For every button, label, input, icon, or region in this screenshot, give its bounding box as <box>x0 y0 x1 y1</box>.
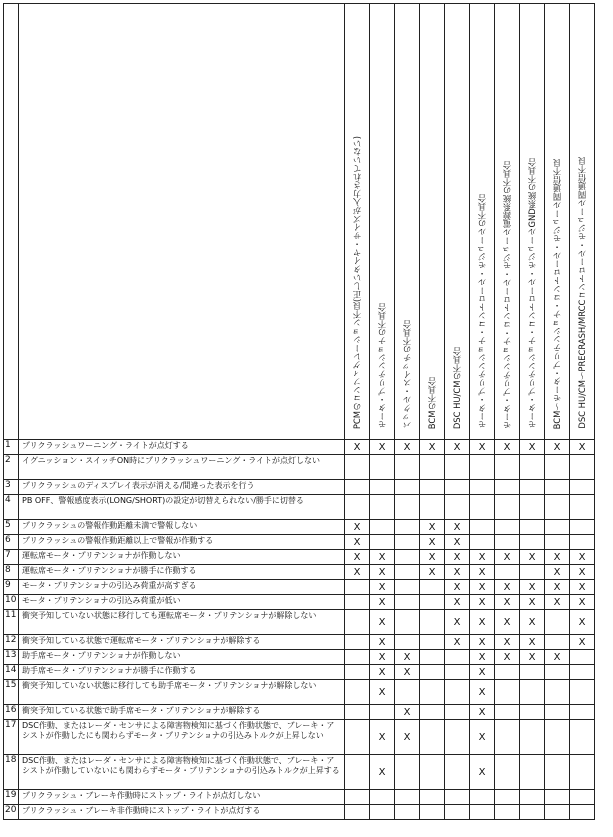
empty-cell <box>445 755 470 790</box>
symptom-description: 衝突予知している状態で運転席モータ・プリテンショナが解除する <box>19 635 345 650</box>
empty-cell <box>370 535 395 550</box>
symptom-description: モータ・プリテンショナの引込み荷重が高すぎる <box>19 580 345 595</box>
table-row <box>4 790 595 805</box>
row-number: 12 <box>4 635 19 650</box>
empty-cell <box>570 665 595 680</box>
cause-column-header <box>345 4 370 440</box>
empty-cell <box>345 595 370 610</box>
empty-cell <box>445 805 470 820</box>
empty-cell <box>345 480 370 495</box>
empty-cell <box>395 790 420 805</box>
symptom-description: 衝突予知していない状態に移行しても運転席モータ・プリテンショナが解除しない <box>19 610 345 635</box>
symptom-description: プリクラッシュ・ブレーキ作動時にストップ・ライトが点灯しない <box>19 790 345 805</box>
empty-cell <box>520 455 545 480</box>
row-number: 19 <box>4 790 19 805</box>
empty-cell <box>370 520 395 535</box>
empty-cell <box>395 565 420 580</box>
empty-cell <box>570 755 595 790</box>
row-number: 13 <box>4 650 19 665</box>
empty-cell <box>445 495 470 520</box>
symptom-description: プリクラッシュワーニング・ライトが点灯する <box>19 440 345 455</box>
header-row <box>4 4 595 440</box>
empty-cell <box>470 495 495 520</box>
symptom-description: イグニッション・スイッチON時にプリクラッシュワーニング・ライトが点灯しない <box>19 455 345 480</box>
empty-cell <box>570 480 595 495</box>
empty-cell <box>370 805 395 820</box>
cause-mark-x: X <box>495 610 520 635</box>
cause-mark-x: X <box>520 635 545 650</box>
table-row <box>4 650 595 665</box>
empty-cell <box>495 680 520 705</box>
row-number: 17 <box>4 720 19 755</box>
empty-cell <box>495 755 520 790</box>
empty-cell <box>570 720 595 755</box>
symptom-description: プリクラッシュ・ブレーキ非作動時にストップ・ライトが点灯する <box>19 805 345 820</box>
empty-cell <box>445 665 470 680</box>
cause-mark-x: X <box>495 650 520 665</box>
empty-cell <box>420 495 445 520</box>
cause-column-label: バックル・スイッチの不具合 <box>401 319 412 429</box>
cause-column-header <box>395 4 420 440</box>
diagnosis-table-wrapper <box>3 3 595 820</box>
cause-mark-x: X <box>345 535 370 550</box>
empty-cell <box>545 665 570 680</box>
empty-cell <box>520 565 545 580</box>
symptom-description: 運転席モータ・プリテンショナが作動しない <box>19 550 345 565</box>
empty-cell <box>520 495 545 520</box>
empty-cell <box>545 705 570 720</box>
empty-cell <box>370 705 395 720</box>
empty-cell <box>495 705 520 720</box>
cause-mark-x: X <box>470 650 495 665</box>
empty-cell <box>420 480 445 495</box>
cause-mark-x: X <box>420 565 445 580</box>
empty-cell <box>495 535 520 550</box>
empty-cell <box>395 550 420 565</box>
cause-mark-x: X <box>545 440 570 455</box>
cause-mark-x: X <box>370 550 395 565</box>
empty-cell <box>520 665 545 680</box>
symptom-description: PB OFF、警報感度表示(LONG/SHORT)の設定が切替えられない/勝手に切替る <box>19 495 345 520</box>
empty-cell <box>445 790 470 805</box>
empty-cell <box>370 790 395 805</box>
cause-mark-x: X <box>570 595 595 610</box>
symptom-description: モータ・プリテンショナの引込み荷重が低い <box>19 595 345 610</box>
cause-mark-x: X <box>570 550 595 565</box>
empty-cell <box>570 805 595 820</box>
empty-cell <box>395 495 420 520</box>
empty-cell <box>345 720 370 755</box>
empty-cell <box>445 650 470 665</box>
cause-mark-x: X <box>370 650 395 665</box>
empty-cell <box>395 580 420 595</box>
symptom-description: 助手席モータ・プリテンショナが作動しない <box>19 650 345 665</box>
cause-mark-x: X <box>470 705 495 720</box>
empty-cell <box>345 680 370 705</box>
cause-mark-x: X <box>545 565 570 580</box>
cause-mark-x: X <box>445 520 470 535</box>
empty-cell <box>395 680 420 705</box>
empty-cell <box>395 635 420 650</box>
symptom-description: DSC作動、またはレーダ・センサによる障害物検知に基づく作動状態で、ブレーキ・アシストが作動したにも関わらずモータ・プリテンショナの引込みトルクが上昇しない <box>19 720 345 755</box>
symptom-description: プリクラッシュの警報作動距離以上で警報が作動する <box>19 535 345 550</box>
empty-cell <box>545 520 570 535</box>
cause-mark-x: X <box>520 440 545 455</box>
empty-cell <box>395 520 420 535</box>
symptom-description: DSC作動、またはレーダ・センサによる障害物検知に基づく作動状態で、ブレーキ・アシストが作動していないにも関わらずモータ・プリテンショナの引込みトルクが上昇する <box>19 755 345 790</box>
table-row <box>4 480 595 495</box>
cause-column-label: モータ・プリテンショナ・コントロール・モジュールGND系統の不具合 <box>526 158 537 429</box>
empty-cell <box>495 565 520 580</box>
cause-mark-x: X <box>545 550 570 565</box>
empty-cell <box>395 535 420 550</box>
empty-cell <box>420 610 445 635</box>
empty-cell <box>545 610 570 635</box>
empty-cell <box>345 665 370 680</box>
cause-mark-x: X <box>470 635 495 650</box>
empty-cell <box>495 480 520 495</box>
cause-mark-x: X <box>370 755 395 790</box>
cause-mark-x: X <box>370 720 395 755</box>
empty-cell <box>395 455 420 480</box>
cause-column-header <box>470 4 495 440</box>
empty-cell <box>445 455 470 480</box>
cause-mark-x: X <box>370 580 395 595</box>
cause-mark-x: X <box>395 650 420 665</box>
cause-mark-x: X <box>570 565 595 580</box>
empty-cell <box>570 705 595 720</box>
table-row <box>4 580 595 595</box>
cause-mark-x: X <box>370 635 395 650</box>
cause-column-header <box>370 4 395 440</box>
empty-cell <box>445 680 470 705</box>
cause-mark-x: X <box>395 440 420 455</box>
empty-cell <box>520 520 545 535</box>
empty-cell <box>420 635 445 650</box>
empty-cell <box>345 650 370 665</box>
row-number: 15 <box>4 680 19 705</box>
empty-cell <box>345 755 370 790</box>
empty-cell <box>570 495 595 520</box>
cause-mark-x: X <box>395 665 420 680</box>
row-number: 3 <box>4 480 19 495</box>
row-number: 5 <box>4 520 19 535</box>
cause-mark-x: X <box>445 610 470 635</box>
cause-mark-x: X <box>470 720 495 755</box>
empty-cell <box>420 580 445 595</box>
cause-mark-x: X <box>495 550 520 565</box>
empty-cell <box>570 455 595 480</box>
cause-mark-x: X <box>520 610 545 635</box>
cause-column-label: モータ・プリテンショナ・コントロール・モジュール電源系統の不具合 <box>501 160 512 429</box>
cause-mark-x: X <box>445 595 470 610</box>
cause-mark-x: X <box>470 665 495 680</box>
empty-cell <box>345 635 370 650</box>
empty-cell <box>470 790 495 805</box>
empty-cell <box>345 580 370 595</box>
empty-cell <box>420 755 445 790</box>
table-row <box>4 550 595 565</box>
cause-mark-x: X <box>470 550 495 565</box>
cause-mark-x: X <box>570 440 595 455</box>
empty-cell <box>345 495 370 520</box>
empty-cell <box>570 680 595 705</box>
table-row <box>4 680 595 705</box>
empty-cell <box>545 635 570 650</box>
empty-cell <box>520 755 545 790</box>
empty-cell <box>520 680 545 705</box>
row-number: 20 <box>4 805 19 820</box>
cause-mark-x: X <box>495 580 520 595</box>
table-row <box>4 805 595 820</box>
cause-mark-x: X <box>520 580 545 595</box>
cause-mark-x: X <box>445 635 470 650</box>
cause-column-header <box>445 4 470 440</box>
row-number: 16 <box>4 705 19 720</box>
row-number: 6 <box>4 535 19 550</box>
empty-cell <box>520 535 545 550</box>
cause-mark-x: X <box>370 665 395 680</box>
empty-cell <box>420 790 445 805</box>
empty-cell <box>445 720 470 755</box>
cause-mark-x: X <box>545 595 570 610</box>
cause-mark-x: X <box>445 565 470 580</box>
empty-cell <box>395 755 420 790</box>
empty-cell <box>545 755 570 790</box>
empty-cell <box>495 665 520 680</box>
cause-mark-x: X <box>420 520 445 535</box>
empty-cell <box>420 680 445 705</box>
cause-mark-x: X <box>345 520 370 535</box>
empty-cell <box>520 805 545 820</box>
empty-cell <box>520 720 545 755</box>
table-row <box>4 595 595 610</box>
cause-mark-x: X <box>570 635 595 650</box>
empty-cell <box>495 455 520 480</box>
cause-mark-x: X <box>470 440 495 455</box>
empty-cell <box>495 720 520 755</box>
empty-cell <box>495 790 520 805</box>
empty-cell <box>520 480 545 495</box>
cause-mark-x: X <box>570 610 595 635</box>
row-number: 1 <box>4 440 19 455</box>
cause-mark-x: X <box>395 705 420 720</box>
empty-cell <box>420 720 445 755</box>
empty-cell <box>545 480 570 495</box>
empty-cell <box>395 480 420 495</box>
cause-mark-x: X <box>420 440 445 455</box>
cause-column-label: DSC HU/CM〜PRECRASH/MRCCコントロール・モジュール間通信不良 <box>576 157 587 429</box>
row-number: 2 <box>4 455 19 480</box>
diagnosis-matrix-table <box>3 3 595 820</box>
cause-mark-x: X <box>345 550 370 565</box>
symptom-description: プリクラッシュの警報作動距離未満で警報しない <box>19 520 345 535</box>
cause-mark-x: X <box>470 565 495 580</box>
cause-mark-x: X <box>370 680 395 705</box>
row-number: 18 <box>4 755 19 790</box>
cause-column-label: モータ・プリテンショナ・コントロール・モジュールの不具合 <box>476 194 487 429</box>
empty-cell <box>545 790 570 805</box>
symptom-description: 運転席モータ・プリテンショナが勝手に作動する <box>19 565 345 580</box>
cause-mark-x: X <box>520 595 545 610</box>
row-number: 9 <box>4 580 19 595</box>
empty-cell <box>420 595 445 610</box>
empty-cell <box>470 805 495 820</box>
empty-cell <box>495 520 520 535</box>
empty-cell <box>470 535 495 550</box>
cause-mark-x: X <box>370 595 395 610</box>
empty-cell <box>445 480 470 495</box>
empty-cell <box>420 665 445 680</box>
row-number: 8 <box>4 565 19 580</box>
empty-cell <box>420 455 445 480</box>
cause-mark-x: X <box>370 565 395 580</box>
empty-cell <box>520 705 545 720</box>
row-number: 14 <box>4 665 19 680</box>
empty-cell <box>345 790 370 805</box>
empty-cell <box>545 535 570 550</box>
cause-mark-x: X <box>370 440 395 455</box>
empty-cell <box>570 520 595 535</box>
empty-cell <box>570 790 595 805</box>
symptom-description: 助手席モータ・プリテンショナが勝手に作動する <box>19 665 345 680</box>
symptom-description: 衝突予知している状態で助手席モータ・プリテンショナが解除する <box>19 705 345 720</box>
empty-cell <box>395 805 420 820</box>
cause-mark-x: X <box>470 755 495 790</box>
cause-mark-x: X <box>470 595 495 610</box>
empty-cell <box>370 480 395 495</box>
cause-mark-x: X <box>470 610 495 635</box>
cause-column-header <box>545 4 570 440</box>
cause-mark-x: X <box>395 720 420 755</box>
cause-column-label: DSC HU/CMの不具合 <box>451 346 462 429</box>
empty-cell <box>495 805 520 820</box>
cause-mark-x: X <box>495 440 520 455</box>
empty-cell <box>545 805 570 820</box>
symptom-description: プリクラッシュのディスプレイ表示が消える/間違った表示を行う <box>19 480 345 495</box>
cause-mark-x: X <box>570 580 595 595</box>
row-number: 7 <box>4 550 19 565</box>
table-row <box>4 635 595 650</box>
cause-column-header <box>570 4 595 440</box>
empty-cell <box>420 705 445 720</box>
cause-mark-x: X <box>445 440 470 455</box>
row-number: 11 <box>4 610 19 635</box>
cause-column-header <box>420 4 445 440</box>
table-row <box>4 705 595 720</box>
empty-cell <box>520 790 545 805</box>
table-row <box>4 665 595 680</box>
table-row <box>4 610 595 635</box>
table-row <box>4 520 595 535</box>
cause-column-label: PCMのコンフィグレーション不良(正しいタイヤ・サイズが入力されていない) <box>351 135 362 429</box>
cause-mark-x: X <box>420 535 445 550</box>
symptom-rows <box>4 440 595 820</box>
table-row <box>4 440 595 455</box>
cause-mark-x: X <box>445 580 470 595</box>
empty-cell <box>470 520 495 535</box>
symptom-description: 衝突予知していない状態に移行しても助手席モータ・プリテンショナが解除しない <box>19 680 345 705</box>
empty-cell <box>545 495 570 520</box>
cause-mark-x: X <box>445 550 470 565</box>
symptom-header-cell <box>19 4 345 440</box>
cause-mark-x: X <box>445 535 470 550</box>
empty-cell <box>495 495 520 520</box>
empty-cell <box>420 650 445 665</box>
cause-mark-x: X <box>470 680 495 705</box>
empty-cell <box>395 610 420 635</box>
cause-mark-x: X <box>370 610 395 635</box>
empty-cell <box>345 610 370 635</box>
cause-column-header <box>495 4 520 440</box>
table-row <box>4 535 595 550</box>
cause-mark-x: X <box>545 650 570 665</box>
empty-cell <box>345 455 370 480</box>
empty-cell <box>470 455 495 480</box>
cause-mark-x: X <box>495 595 520 610</box>
table-row <box>4 720 595 755</box>
cause-mark-x: X <box>520 650 545 665</box>
cause-mark-x: X <box>520 550 545 565</box>
empty-cell <box>545 680 570 705</box>
empty-cell <box>570 535 595 550</box>
table-row <box>4 455 595 480</box>
empty-cell <box>420 805 445 820</box>
empty-cell <box>345 705 370 720</box>
cause-column-label: BCMの不具合 <box>426 376 437 429</box>
cause-mark-x: X <box>495 635 520 650</box>
cause-column-label: BCM〜モータ・プリテンショナ・コントロール・モジュール間通信不良 <box>551 158 562 429</box>
empty-cell <box>370 455 395 480</box>
cause-mark-x: X <box>345 440 370 455</box>
empty-cell <box>395 595 420 610</box>
cause-mark-x: X <box>545 580 570 595</box>
row-number: 10 <box>4 595 19 610</box>
table-row <box>4 755 595 790</box>
empty-cell <box>545 455 570 480</box>
empty-cell <box>370 495 395 520</box>
cause-column-header <box>520 4 545 440</box>
row-number: 4 <box>4 495 19 520</box>
cause-mark-x: X <box>470 580 495 595</box>
empty-cell <box>545 720 570 755</box>
table-row <box>4 495 595 520</box>
cause-mark-x: X <box>420 550 445 565</box>
empty-cell <box>445 705 470 720</box>
empty-cell <box>470 480 495 495</box>
empty-cell <box>345 805 370 820</box>
corner-cell <box>4 4 19 440</box>
table-row <box>4 565 595 580</box>
cause-column-label: モータ・プリテンショナの不具合 <box>376 303 387 429</box>
empty-cell <box>570 650 595 665</box>
cause-mark-x: X <box>345 565 370 580</box>
